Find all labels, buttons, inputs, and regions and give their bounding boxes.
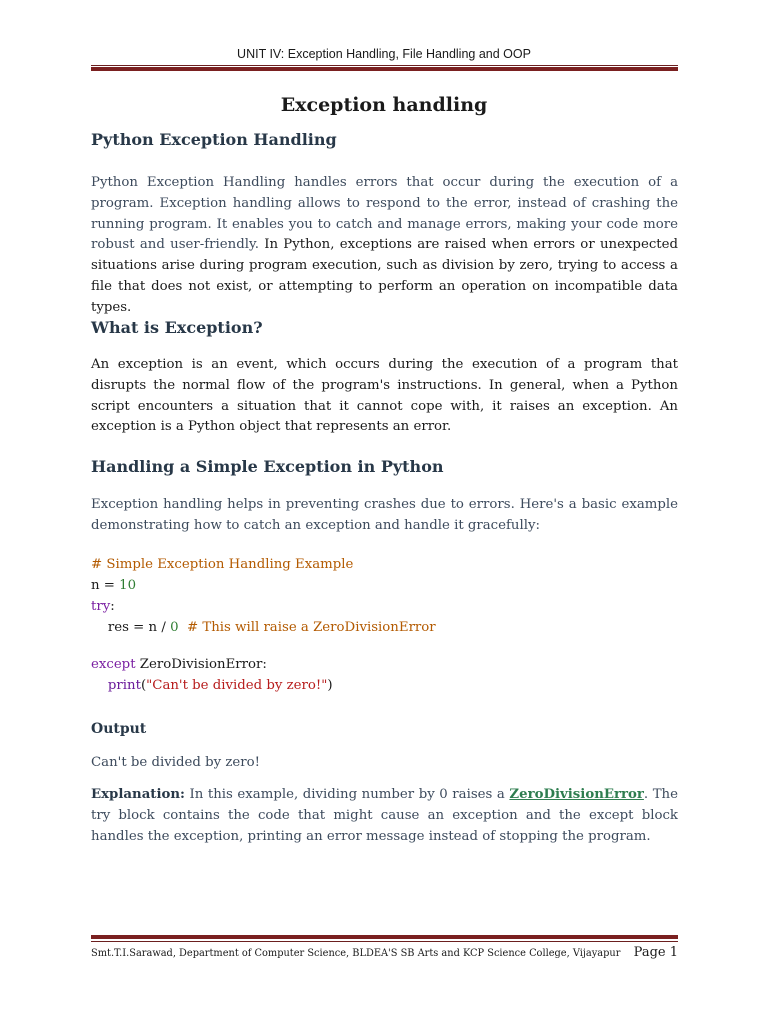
section-heading-python-exception-handling: Python Exception Handling [91,130,337,149]
code-line-assign [91,578,136,593]
code-line-division [91,620,436,635]
simple-exception-text: Exception handling helps in preventing crashes due to errors. Here's a basic example demonstrating how to catch an exception and handle it gracefully: [91,497,678,533]
code-line-print [91,678,333,693]
code-function-print: print [107,678,141,693]
code-string: "Can't be divided by zero!" [146,678,328,693]
code-number: 10 [119,578,137,593]
explanation-post: . The try block contains the code that might cause an exception and the except block handles the exception, printing an error message instead of stopping the program. [91,787,678,844]
explanation-label: Explanation: [91,787,185,802]
output-text: Can't be divided by zero! [91,755,260,770]
code-colon: : [110,599,115,614]
code-line-comment [91,557,353,572]
code-indent [91,678,108,693]
explanation-paragraph [91,785,678,847]
code-paren-open: ( [140,678,147,693]
code-keyword-try: try [91,599,111,614]
section-paragraph-intro [91,173,678,319]
output-label: Output [91,721,147,737]
code-line-try [91,599,115,614]
code-paren-close: ) [327,678,333,693]
code-except-rest: ZeroDivisionError: [135,657,267,672]
intro-muted-text: Python Exception Handling handles errors that occur during the execution of a program. Exception handling allows to respond to the error, instead of crashing the running program. It enables you to catch and manage errors, making your code more robust and user-friendly. [91,175,678,253]
footer-divider-thin [91,941,678,942]
section-heading-what-is-exception: What is Exception? [91,318,263,337]
page-number: Page 1 [633,945,678,960]
page-header: UNIT IV: Exception Handling, File Handling and OOP [237,47,531,61]
section-heading-simple-exception: Handling a Simple Exception in Python [91,457,444,476]
header-divider-thin [91,65,678,66]
code-line-except [91,657,267,672]
header-divider-thick [91,67,678,71]
code-zero: 0 [170,620,179,635]
page-title: Exception handling [280,94,488,116]
section-paragraph-what-is-exception: An exception is an event, which occurs during the execution of a program that disrupts the normal flow of the program's instructions. In general, when a Python script encounters a situation that it cannot cope with, it raises an exception. An exception is a Python object that represents an error. [91,357,678,435]
code-division: res = n / [91,620,171,635]
zerodivisionerror-link[interactable]: ZeroDivisionError [509,787,644,802]
intro-rest-text: In Python, exceptions are raised when errors or unexpected situations arise during program execution, such as division by zero, trying to access a file that does not exist, or attempting to perform an operation on incompatible data types. [91,237,678,315]
footer-divider-thick [91,935,678,939]
explanation-pre: In this example, dividing number by 0 raises a [184,787,510,802]
code-inline-comment: # This will raise a ZeroDivisionError [178,620,436,635]
code-keyword-except: except [91,657,136,672]
code-comment: # Simple Exception Handling Example [91,557,354,572]
footer-author: Smt.T.I.Sarawad, Department of Computer Science, BLDEA'S SB Arts and KCP Science College, Vijayapur [91,948,621,959]
code-assign: n = [91,578,120,593]
section-paragraph-simple-exception [91,495,678,537]
